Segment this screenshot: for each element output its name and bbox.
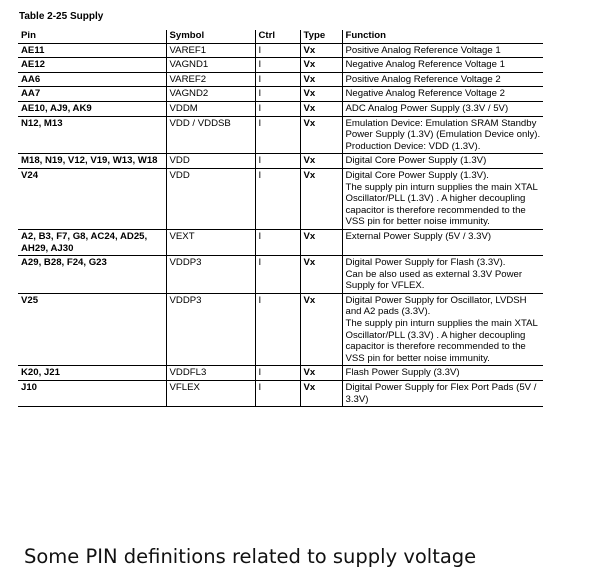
function-text: Negative Analog Reference Voltage 2 bbox=[345, 88, 505, 100]
table-title: Table 2-25 Supply bbox=[19, 11, 104, 22]
table-row bbox=[18, 58, 543, 73]
table-body bbox=[18, 43, 543, 407]
header-ctrl: Ctrl bbox=[255, 30, 300, 43]
function-cell bbox=[342, 101, 543, 116]
table-row bbox=[18, 116, 543, 154]
function-text: Digital Core Power Supply (1.3V) bbox=[345, 155, 487, 167]
function-cell bbox=[342, 366, 543, 381]
table-row bbox=[18, 43, 543, 58]
header-function: Function bbox=[342, 30, 543, 43]
type-cell: Vx bbox=[300, 256, 342, 294]
symbol-cell: VDD bbox=[166, 154, 255, 169]
function-cell bbox=[342, 256, 543, 294]
pin-cell: J10 bbox=[18, 381, 166, 407]
function-text: Digital Power Supply for Flex Port Pads (5V / 3.3V) bbox=[345, 382, 537, 405]
type-cell: Vx bbox=[300, 366, 342, 381]
table-row bbox=[18, 101, 543, 116]
function-text: The supply pin inturn supplies the main XTAL Oscillator/PLL (1.3V) . A higher decoupling capacitor is therefore recommended to the VSS pin for better noise immunity. bbox=[345, 181, 538, 228]
symbol-cell: VDD / VDDSB bbox=[166, 116, 255, 154]
function-text: Emulation Device: Emulation SRAM Standby Power Supply (1.3V) (Emulation Device only). bbox=[345, 117, 541, 141]
type-cell: Vx bbox=[300, 168, 342, 229]
header-type: Type bbox=[300, 30, 342, 43]
table-row bbox=[18, 87, 543, 102]
ctrl-cell: I bbox=[255, 116, 300, 154]
function-text: The supply pin inturn supplies the main XTAL Oscillator/PLL (3.3V) . A higher decoupling capacitor is therefore recommended to the VSS pin for better noise immunity. bbox=[345, 318, 538, 364]
ctrl-cell: I bbox=[255, 256, 300, 294]
pin-cell: V24 bbox=[18, 168, 166, 229]
pin-cell: K20, J21 bbox=[18, 366, 166, 381]
table-row bbox=[18, 229, 543, 255]
type-cell: Vx bbox=[300, 154, 342, 169]
symbol-cell: VAREF1 bbox=[166, 43, 255, 58]
type-cell: Vx bbox=[300, 43, 342, 58]
table-row bbox=[18, 72, 543, 87]
function-cell bbox=[342, 154, 543, 169]
pin-cell: AE11 bbox=[18, 43, 166, 58]
function-text: External Power Supply (5V / 3.3V) bbox=[345, 230, 492, 242]
function-cell bbox=[342, 58, 543, 73]
function-text: Production Device: VDD (1.3V). bbox=[345, 140, 481, 152]
table-row bbox=[18, 381, 543, 407]
pin-cell: AE12 bbox=[18, 58, 166, 73]
ctrl-cell: I bbox=[255, 229, 300, 255]
symbol-cell: VAGND2 bbox=[166, 87, 255, 102]
table-row bbox=[18, 366, 543, 381]
type-cell: Vx bbox=[300, 101, 342, 116]
function-text: ADC Analog Power Supply (3.3V / 5V) bbox=[345, 102, 509, 114]
table-row bbox=[18, 256, 543, 294]
function-cell bbox=[342, 116, 543, 154]
header-symbol: Symbol bbox=[166, 30, 255, 43]
figure-caption: Some PIN definitions related to supply voltage bbox=[24, 545, 477, 568]
function-cell bbox=[342, 72, 543, 87]
function-cell bbox=[342, 87, 543, 102]
function-cell bbox=[342, 229, 543, 255]
function-cell bbox=[342, 168, 543, 229]
pin-cell: A29, B28, F24, G23 bbox=[18, 256, 166, 294]
pin-cell: AA7 bbox=[18, 87, 166, 102]
ctrl-cell: I bbox=[255, 381, 300, 407]
function-text: Positive Analog Reference Voltage 1 bbox=[345, 44, 501, 56]
function-text: Flash Power Supply (3.3V) bbox=[345, 367, 460, 379]
pin-cell: N12, M13 bbox=[18, 116, 166, 154]
type-cell: Vx bbox=[300, 58, 342, 73]
function-text: Digital Power Supply for Flash (3.3V). bbox=[345, 257, 506, 269]
pin-cell: A2, B3, F7, G8, AC24, AD25, AH29, AJ30 bbox=[18, 229, 166, 255]
symbol-cell: VDDM bbox=[166, 101, 255, 116]
type-cell: Vx bbox=[300, 87, 342, 102]
symbol-cell: VDD bbox=[166, 168, 255, 229]
symbol-cell: VDDFL3 bbox=[166, 366, 255, 381]
ctrl-cell: I bbox=[255, 293, 300, 366]
pin-cell: AE10, AJ9, AK9 bbox=[18, 101, 166, 116]
pin-cell: V25 bbox=[18, 293, 166, 366]
header-pin: Pin bbox=[18, 30, 166, 43]
ctrl-cell: I bbox=[255, 366, 300, 381]
ctrl-cell: I bbox=[255, 43, 300, 58]
table-header-row bbox=[18, 30, 543, 43]
table-row bbox=[18, 168, 543, 229]
function-text: Negative Analog Reference Voltage 1 bbox=[345, 59, 505, 71]
symbol-cell: VFLEX bbox=[166, 381, 255, 407]
ctrl-cell: I bbox=[255, 154, 300, 169]
table-row bbox=[18, 293, 543, 366]
type-cell: Vx bbox=[300, 381, 342, 407]
pin-cell: AA6 bbox=[18, 72, 166, 87]
type-cell: Vx bbox=[300, 229, 342, 255]
function-cell bbox=[342, 293, 543, 366]
pin-cell: M18, N19, V12, V19, W13, W18 bbox=[18, 154, 166, 169]
type-cell: Vx bbox=[300, 293, 342, 366]
symbol-cell: VDDP3 bbox=[166, 256, 255, 294]
function-text: Digital Power Supply for Oscillator, LVDSH and A2 pads (3.3V). bbox=[345, 294, 527, 318]
function-cell bbox=[342, 381, 543, 407]
symbol-cell: VAGND1 bbox=[166, 58, 255, 73]
supply-table bbox=[18, 30, 543, 407]
ctrl-cell: I bbox=[255, 58, 300, 73]
ctrl-cell: I bbox=[255, 72, 300, 87]
type-cell: Vx bbox=[300, 116, 342, 154]
function-text: Digital Core Power Supply (1.3V). bbox=[345, 169, 489, 181]
function-text: Positive Analog Reference Voltage 2 bbox=[345, 73, 501, 85]
function-text: Can be also used as external 3.3V Power Supply for VFLEX. bbox=[345, 268, 523, 292]
ctrl-cell: I bbox=[255, 101, 300, 116]
symbol-cell: VEXT bbox=[166, 229, 255, 255]
table-row bbox=[18, 154, 543, 169]
type-cell: Vx bbox=[300, 72, 342, 87]
symbol-cell: VDDP3 bbox=[166, 293, 255, 366]
function-cell bbox=[342, 43, 543, 58]
ctrl-cell: I bbox=[255, 87, 300, 102]
symbol-cell: VAREF2 bbox=[166, 72, 255, 87]
ctrl-cell: I bbox=[255, 168, 300, 229]
